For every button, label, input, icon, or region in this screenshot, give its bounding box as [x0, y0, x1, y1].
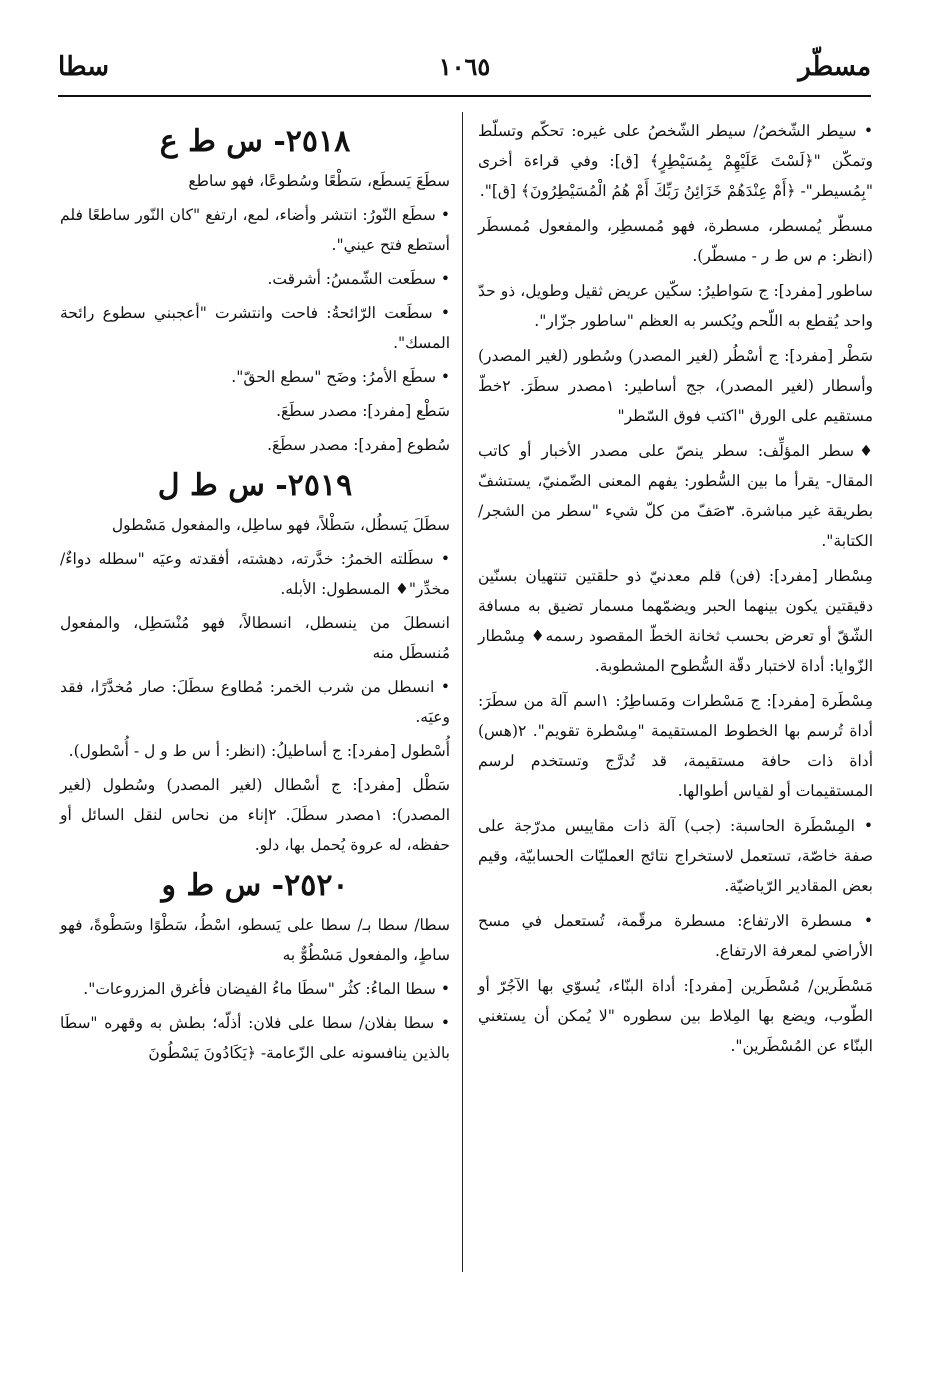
entry-misṭarat-al-irtifā: • مسطرة الارتفاع: مسطرة مرقّمة، تُستعمل في مسح الأراضي لمعرفة الارتفاع. — [478, 912, 873, 960]
entry-misṭarīn: مَسْطَرين/ مُسْطَرين [مفرد]: أداة البنّاء، يُسوّي بها الآجُرّ أو الطّوب، ويضع بها المِلاط بين سطوره "لا يُمكن أن يستغني البنّاء عن المُسْطَرين". — [478, 977, 873, 1055]
root-heading-2520: ٢٥٢٠- س ط و — [161, 868, 349, 903]
entry-saṭalathu-khamr: • سطَلته الخمرُ: خدَّرته، دهشته، أفقدته وعيَه "سطله دواءٌ/ مخدِّر"♦ المسطول: الأبله. — [60, 550, 450, 598]
column-divider — [462, 112, 463, 1272]
entry-masṭara: مسطّر يُمسطر، مسطرة، فهو مُمسطِر، والمفعول مُمسطَر (انظر: م س ط ر - مسطّر). — [478, 217, 873, 265]
entry-suṭūʿ: سُطوع [مفرد]: مصدر سطَعَ. — [267, 436, 450, 454]
entry-saṭaʿa-verb: سطَعَ يَسطَع، سَطْعًا وسُطوعًا، فهو ساطع — [188, 172, 450, 190]
root-heading-2519: ٢٥١٩- س ط ل — [157, 468, 353, 503]
entry-saṭʿ: سَطْع [مفرد]: مصدر سطَعَ. — [276, 402, 450, 420]
entry-misṭār: مِسْطار [مفرد]: (فن) قلم معدنيّ ذو حلقتين تنتهيان بسنّين دقيقتين يكون بينهما الحبر ويضمّهما مسمار تضيق به مسافة الشّقّ أو تعرض بحسب ثخانة الخطّ المقصود رسمه♦ مِسْطار الزّوايا: أداة لاختبار دقّة السُّطوح المشطوبة. — [478, 567, 873, 675]
entry-sāṭūr: ساطور [مفرد]: ج سَواطيرُ: سكّين عريض ثقيل وطويل، ذو حدّ واحد يُقطع به اللّحم ويُكسر به العظم "ساطور جزّار". — [478, 282, 873, 330]
entry-misṭara-ḥāsiba: • المِسْطَرة الحاسبة: (جب) آلة ذات مقاييس مدرّجة على صفة خاصّة، تستعمل لاستخراج نتائج العمليّات الحسابيّة، وقيم بعض المقادير الرّياضيّة. — [478, 817, 873, 895]
entry-saṭaʿat-rāʾiḥa: • سطَعت الرّائحةُ: فاحت وانتشرت "أعجبني سطوع رائحة المسك". — [60, 304, 450, 352]
entry-saṭā-verb: سطا/ سطا بـ/ سطا على يَسطو، اسْطُ، سَطْوًا وسَطْوةً، فهو ساطٍ، والمفعول مَسْطُوٌّ به — [60, 916, 450, 964]
entry-saṭā-bi-fulān: • سطا بفلان/ سطا على فلان: أذلّه؛ بطش به وقهره "سطَا بالذين ينافسونه على الزّعامة- ﴿يَكَادُونَ يَسْطُونَ — [60, 1014, 450, 1062]
page-number: ١٠٦٥ — [438, 52, 491, 81]
entry-saṭaʿa-amr: • سطَع الأمرُ: وضَح "سطع الحقّ". — [231, 368, 450, 386]
right-column — [478, 116, 873, 1066]
entry-saṭr: سَطْر [مفرد]: ج أسْطُر (لغير المصدر) وسُطور (لغير المصدر) وأسطار (لغير المصدر)، جج أساطير: ١مصدر سطَرَ. ٢خطّ مستقيم على الورق "اكتب فوق السّطر" — [478, 347, 873, 425]
entry-insaṭala: انسطلَ من ينسطل، انسطالاً، فهو مُنْسَطِل، والمفعول مُنسطَل منه — [60, 614, 450, 662]
left-column — [60, 116, 450, 1072]
header-guide-word-last: سطا — [58, 52, 110, 82]
header-guide-word-first: مسطّر — [798, 52, 871, 82]
page-header — [58, 52, 871, 92]
entry-saṭala-verb: سطَلَ يَسطُل، سَطْلاً، فهو ساطِل، والمفعول مَسْطول — [111, 516, 450, 534]
header-rule — [58, 95, 871, 97]
entry-saṭaʿa-nūr: • سطَع النّورُ: انتشر وأضاء، لمع، ارتفع "كان النّور ساطعًا فلم أستطع فتح عيني". — [60, 206, 450, 254]
entry-sayṭara: • سيطر الشّخصُ/ سيطر الشّخصُ على غيره: تحكّم وتسلّط وتمكّن "﴿لَسْتَ عَلَيْهِمْ بِمُسَيْطِرٍ﴾ [ق]: وفي قراءة أخرى "بِمُسيطر"- ﴿أَمْ عِنْدَهُمْ خَزَائِنُ رَبِّكَ أَمْ هُمُ الْمُسَيْطِرُونَ﴾ [ق]". — [478, 122, 873, 200]
root-heading-2518: ٢٥١٨- س ط ع — [159, 124, 351, 159]
entry-saṭr-al-muallif: ♦سطر المؤلِّف: سطر ينصّ على مصدر الأخبار أو كاتب المقال- يقرأ ما بين السُّطور: يفهم المعنى الضّمنيّ، يستشفّ بطريقة غير مباشرة. ٣صَفّ من كلّ شيء "سطر من الشجر/ الكتابة". — [478, 442, 874, 550]
entry-saṭā-māʾ: • سطا الماءُ: كثُر "سطَا ماءُ الفيضان فأغرق المزروعات". — [83, 980, 450, 998]
entry-usṭūl: أُسْطول [مفرد]: ج أساطيلُ: (انظر: أ س ط و ل - أُسْطول). — [68, 742, 450, 760]
entry-misṭara: مِسْطَرة [مفرد]: ج مَسْطرات ومَساطِرُ: ١اسم آلة من سطَرَ: أداة تُرسم بها الخطوط المستقيمة "مِسْطرة تقويم". ٢(هس) أداة ذات حافة مستقيمة، قد تُدرَّج وتستخدم لرسم المستقيمات أو لقياس أطوالها. — [478, 692, 873, 800]
entry-insaṭala-khamr: • انسطل من شرب الخمر: مُطاوع سطَلَ: صار مُخدَّرًا، فقد وعيَه. — [60, 678, 450, 726]
entry-saṭl: سَطْل [مفرد]: ج أسْطال (لغير المصدر) وسُطول (لغير المصدر): ١مصدر سطَلَ. ٢إناء من نحاس لنقل السائل أو حفظه، له عروة يُحمل بها، دلو. — [60, 776, 451, 854]
entry-saṭaʿat-shams: • سطَعت الشّمسُ: أشرقت. — [267, 270, 450, 288]
